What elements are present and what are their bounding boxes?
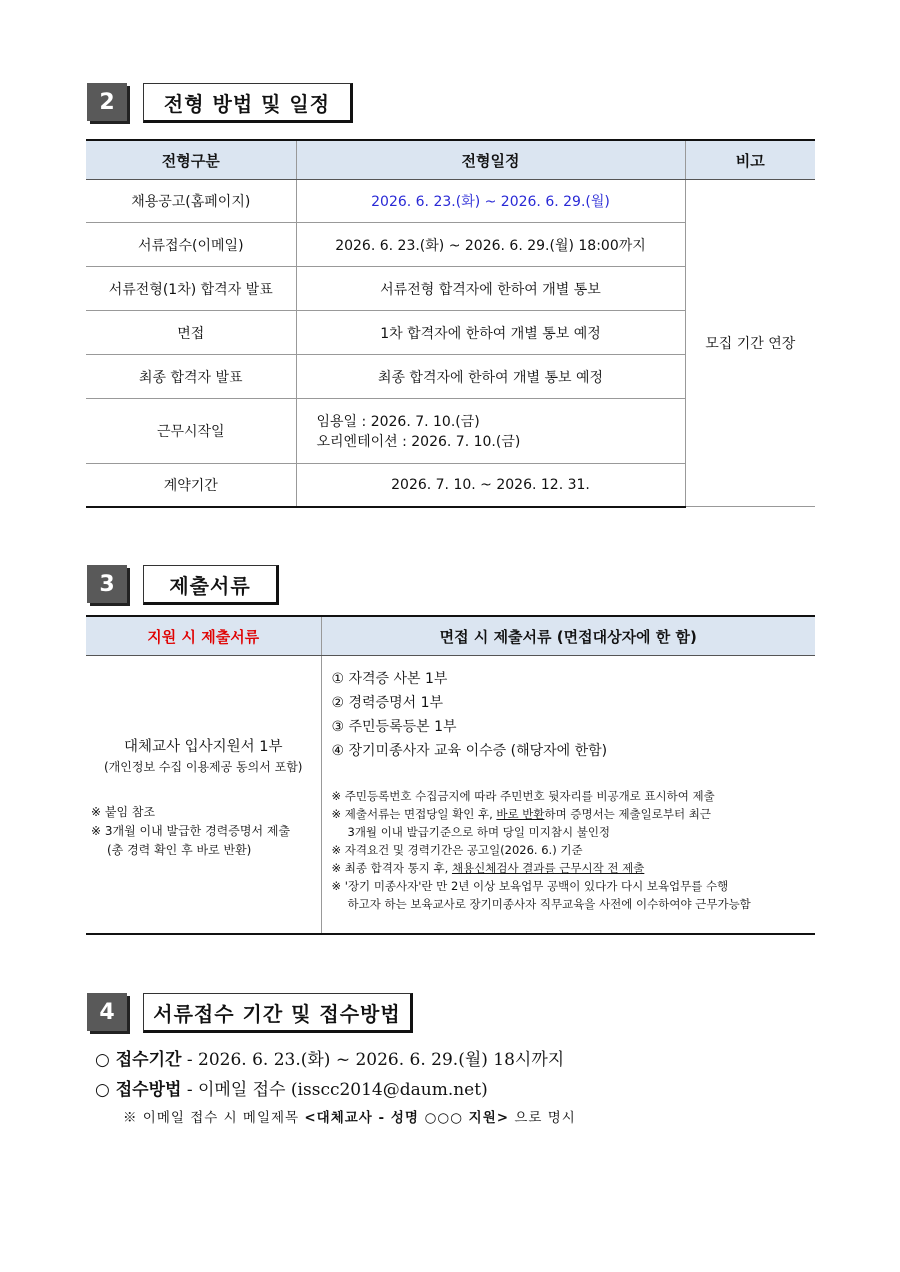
row-category: 서류전형(1차) 합격자 발표 <box>86 267 296 311</box>
section-title: 전형 방법 및 일정 <box>143 83 353 123</box>
apply-notes <box>87 803 320 860</box>
interview-notes <box>332 787 815 913</box>
receipt-method-label: ○ 접수방법 <box>95 1080 182 1100</box>
note-line: 3개월 이내 발급기준으로 하며 당일 미지참시 불인정 <box>347 825 611 839</box>
section-title: 서류접수 기간 및 접수방법 <box>143 993 413 1033</box>
header-interview-docs: 면접 시 제출서류 (면접대상자에 한 함) <box>321 616 815 656</box>
row-schedule: 1차 합격자에 한하여 개별 통보 예정 <box>296 311 685 355</box>
apply-sub-doc: (개인정보 수집 이용제공 동의서 포함) <box>103 759 303 774</box>
section-number: 3 <box>87 565 127 603</box>
row-category: 채용공고(홈페이지) <box>86 180 296 223</box>
table-row <box>86 180 815 223</box>
table-header-row <box>86 616 815 656</box>
section-number: 4 <box>87 993 127 1031</box>
documents-table <box>86 615 815 935</box>
note-line: ※ 최종 합격자 통지 후, 채용신체검사 결과를 근무시작 전 제출 <box>331 861 645 875</box>
row-schedule: 최종 합격자에 한하여 개별 통보 예정 <box>296 355 685 399</box>
section-title: 제출서류 <box>143 565 279 605</box>
receipt-period-value: - 2026. 6. 23.(화) ~ 2026. 6. 29.(월) 18시까지 <box>181 1050 565 1070</box>
return-emphasis: 바로 반환 <box>496 807 545 821</box>
orientation-date: 오리엔테이션 : 2026. 7. 10.(금) <box>316 434 521 450</box>
section-number: 2 <box>87 83 127 121</box>
header-remark: 비고 <box>685 140 815 180</box>
row-category: 면접 <box>86 311 296 355</box>
row-schedule: 2026. 6. 23.(화) ~ 2026. 6. 29.(월) 18:00까지 <box>296 223 685 267</box>
health-check-emphasis: 채용신체검사 결과를 근무시작 전 제출 <box>451 861 645 875</box>
row-category: 계약기간 <box>86 464 296 507</box>
row-schedule: 2026. 6. 23.(화) ~ 2026. 6. 29.(월) <box>296 180 685 223</box>
header-schedule: 전형일정 <box>296 140 685 180</box>
interview-docs-cell <box>321 656 815 934</box>
receipt-method-value: - 이메일 접수 (isscc2014@daum.net) <box>181 1080 488 1100</box>
note-line: ※ 주민등록번호 수집금지에 따라 주민번호 뒷자리를 비공개로 표시하여 제출 <box>331 789 715 803</box>
list-item: ③ 주민등록등본 1부 <box>331 719 457 735</box>
appointment-date: 임용일 : 2026. 7. 10.(금) <box>316 414 480 430</box>
apply-note: ※ 3개월 이내 발급한 경력증명서 제출 <box>91 823 291 838</box>
note-line: ※ 자격요건 및 경력기간은 공고일(2026. 6.) 기준 <box>331 843 583 857</box>
receipt-period-label: ○ 접수기간 <box>95 1050 182 1070</box>
schedule-table <box>86 139 815 508</box>
note-line: ※ 제출서류는 면접당일 확인 후, 바로 반환하며 증명서는 제출일로부터 최근 <box>331 807 711 821</box>
row-schedule: 서류전형 합격자에 한하여 개별 통보 <box>296 267 685 311</box>
row-schedule <box>296 399 685 464</box>
apply-note: ※ 붙임 참조 <box>91 804 156 819</box>
receipt-period-line <box>95 1045 564 1070</box>
list-item: ② 경력증명서 1부 <box>331 695 444 711</box>
email-subject-note: ※ 이메일 접수 시 메일제목 <대체교사 - 성명 ○○○ 지원> 으로 명시 <box>123 1110 576 1126</box>
row-category: 최종 합격자 발표 <box>86 355 296 399</box>
note-line: ※ '장기 미종사자'란 만 2년 이상 보육업무 공백이 있다가 다시 보육업무를 수행 <box>331 879 729 893</box>
row-category: 서류접수(이메일) <box>86 223 296 267</box>
table-header-row <box>86 140 815 180</box>
apply-docs-cell <box>86 656 321 934</box>
header-category: 전형구분 <box>86 140 296 180</box>
row-category: 근무시작일 <box>86 399 296 464</box>
email-subject-format: <대체교사 - 성명 ○○○ 지원> <box>304 1110 510 1126</box>
interview-docs-list <box>332 667 815 763</box>
remark-cell: 모집 기간 연장 <box>685 180 815 507</box>
receipt-method-line <box>95 1075 488 1100</box>
note-line: 하고자 하는 보육교사로 장기미종사자 직무교육을 사전에 이수하여야 근무가능함 <box>347 897 751 911</box>
row-schedule: 2026. 7. 10. ~ 2026. 12. 31. <box>296 464 685 507</box>
table-row <box>86 656 815 934</box>
header-apply-docs: 지원 시 제출서류 <box>86 616 321 656</box>
list-item: ① 자격증 사본 1부 <box>331 671 448 687</box>
list-item: ④ 장기미종사자 교육 이수증 (해당자에 한함) <box>331 743 608 759</box>
apply-note: (총 경력 확인 후 바로 반환) <box>107 842 252 857</box>
apply-main-doc: 대체교사 입사지원서 1부 <box>123 738 283 755</box>
